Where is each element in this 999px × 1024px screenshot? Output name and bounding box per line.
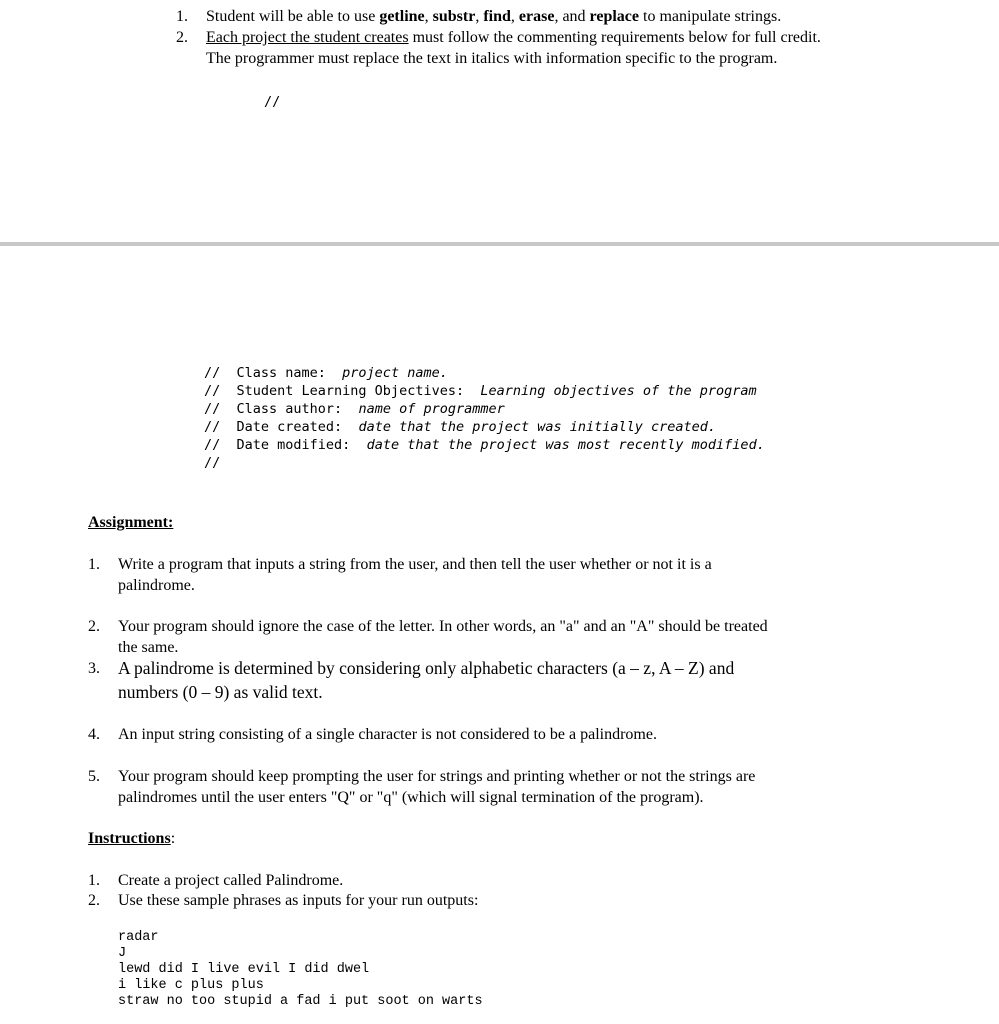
item-line: Use these sample phrases as inputs for your run outputs: — [118, 892, 479, 909]
comment-line: // Date created: date that the project was initially created. — [204, 419, 717, 435]
item-line: An input string consisting of a single character is not considered to be a palindrome. — [118, 726, 657, 743]
comment-line: // — [204, 455, 221, 471]
item-number: 1. — [88, 556, 100, 573]
objective-text: Student will be able to use getline, substr, find, erase, and replace to manipulate strings. — [206, 8, 782, 25]
comment-line: // Date modified: date that the project was most recently modified. — [204, 437, 765, 453]
item-line: palindrome. — [118, 577, 195, 594]
item-number: 4. — [88, 726, 100, 743]
item-line: Write a program that inputs a string from the user, and then tell the user whether or not it is a — [118, 556, 712, 573]
objective-text: Each project the student creates must follow the commenting requirements below for full credit. — [206, 29, 821, 46]
comment-block — [204, 364, 765, 472]
sample-phrases — [118, 930, 483, 1010]
comment-line: // Class author: name of programmer — [204, 401, 505, 417]
sample-phrase: radar — [118, 930, 159, 945]
assignment-heading: Assignment: — [88, 514, 174, 531]
comment-line: // Class name: project name. — [204, 365, 448, 381]
comment-line: // Student Learning Objectives: Learning objectives of the program — [204, 383, 757, 399]
sample-phrase: i like c plus plus — [118, 978, 264, 993]
item-number: 2. — [88, 892, 100, 909]
sample-phrase: straw no too stupid a fad i put soot on warts — [118, 994, 483, 1009]
item-number: 3. — [88, 660, 100, 677]
sample-phrase: lewd did I live evil I did dwel — [118, 962, 370, 977]
item-number: 5. — [88, 768, 100, 785]
item-line: Your program should ignore the case of the letter. In other words, an "a" and an "A" should be treated — [118, 618, 768, 635]
comment-top: // — [264, 94, 281, 110]
item-line: palindromes until the user enters "Q" or "q" (which will signal termination of the program). — [118, 789, 704, 806]
instructions-heading: Instructions: — [88, 830, 176, 847]
item-number: 2. — [88, 618, 100, 635]
objective-number: 1. — [176, 8, 188, 25]
item-line: Your program should keep prompting the user for strings and printing whether or not the strings are — [118, 768, 756, 785]
page-divider — [0, 242, 999, 246]
item-line: numbers (0 – 9) as valid text. — [118, 682, 323, 702]
objective-number: 2. — [176, 29, 188, 46]
item-line: A palindrome is determined by considering only alphabetic characters (a – z, A – Z) and — [118, 658, 735, 678]
item-line: Create a project called Palindrome. — [118, 872, 344, 889]
item-line: the same. — [118, 639, 179, 656]
objective-text-line2: The programmer must replace the text in italics with information specific to the program. — [206, 50, 778, 67]
sample-phrase: J — [118, 946, 127, 961]
item-number: 1. — [88, 872, 100, 889]
